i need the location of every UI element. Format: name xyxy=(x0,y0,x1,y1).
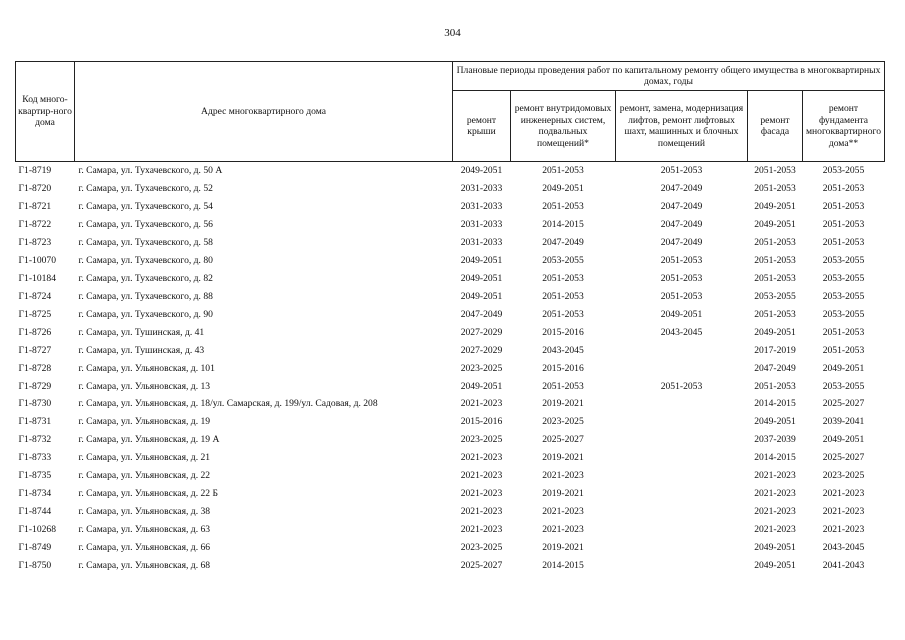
table-row xyxy=(16,234,885,252)
row-engineering: 2051-2053 xyxy=(542,290,584,302)
row-lifts: 2051-2053 xyxy=(660,165,703,177)
row-engineering: 2021-2023 xyxy=(542,470,584,482)
row-lifts xyxy=(616,538,748,556)
header-address: Адрес многоквартирного дома xyxy=(75,62,453,162)
row-address: г. Самара, ул. Ульяновская, д. 38 xyxy=(78,505,211,517)
row-lifts xyxy=(616,556,748,574)
row-code: Г1-8731 xyxy=(18,416,52,428)
table-row xyxy=(16,323,885,341)
row-facade: 2051-2053 xyxy=(754,272,796,284)
row-code: Г1-8722 xyxy=(18,219,52,231)
row-foundation: 2051-2053 xyxy=(822,344,865,356)
row-roof: 2047-2049 xyxy=(460,308,503,320)
table-header xyxy=(16,62,885,162)
row-lifts: 2047-2049 xyxy=(660,237,703,249)
row-roof: 2049-2051 xyxy=(460,255,503,267)
row-facade: 2053-2055 xyxy=(754,290,796,302)
row-address: г. Самара, ул. Ульяновская, д. 19 xyxy=(78,416,211,428)
table-row xyxy=(16,287,885,305)
row-lifts xyxy=(616,503,748,521)
table-row xyxy=(16,270,885,288)
row-facade: 2049-2051 xyxy=(754,559,796,571)
row-engineering: 2051-2053 xyxy=(542,165,584,177)
row-roof: 2023-2025 xyxy=(460,541,503,553)
row-address: г. Самара, ул. Тухачевского, д. 82 xyxy=(78,272,213,284)
row-address: г. Самара, ул. Ульяновская, д. 22 Б xyxy=(78,488,218,500)
table-row xyxy=(16,180,885,198)
row-foundation: 2021-2023 xyxy=(822,488,865,500)
row-facade: 2021-2023 xyxy=(754,470,796,482)
row-facade: 2037-2039 xyxy=(754,434,796,446)
row-code: Г1-8727 xyxy=(18,344,52,356)
row-code: Г1-8719 xyxy=(18,165,52,177)
header-code: Код много-квартир-ного дома xyxy=(16,62,75,162)
row-engineering: 2025-2027 xyxy=(542,434,584,446)
row-facade: 2051-2053 xyxy=(754,380,796,392)
row-code: Г1-8726 xyxy=(18,326,52,338)
row-facade: 2049-2051 xyxy=(754,416,796,428)
row-foundation: 2021-2023 xyxy=(822,505,865,517)
row-lifts: 2051-2053 xyxy=(660,380,703,392)
row-foundation: 2051-2053 xyxy=(822,183,865,195)
row-address: г. Самара, ул. Тушинская, д. 43 xyxy=(78,344,205,356)
row-facade: 2021-2023 xyxy=(754,488,796,500)
table-row xyxy=(16,216,885,234)
row-address: г. Самара, ул. Ульяновская, д. 18/ул. Самарская, д. 199/ул. Садовая, д. 208 xyxy=(78,398,378,410)
table-row xyxy=(16,538,885,556)
row-address: г. Самара, ул. Тухачевского, д. 56 xyxy=(78,219,213,231)
row-code: Г1-8734 xyxy=(18,488,52,500)
row-lifts xyxy=(616,449,748,467)
row-engineering: 2019-2021 xyxy=(542,452,584,464)
row-facade: 2049-2051 xyxy=(754,326,796,338)
row-code: Г1-8735 xyxy=(18,470,52,482)
capital-repair-table xyxy=(15,61,885,574)
header-engineering: ремонт внутридомовых инженерных систем, подвальных помещений* xyxy=(511,91,616,162)
row-facade: 2051-2053 xyxy=(754,308,796,320)
header-roof: ремонт крыши xyxy=(453,91,511,162)
row-roof: 2027-2029 xyxy=(460,344,503,356)
row-address: г. Самара, ул. Ульяновская, д. 63 xyxy=(78,523,211,535)
row-facade: 2049-2051 xyxy=(754,201,796,213)
row-foundation: 2039-2041 xyxy=(822,416,865,428)
row-engineering: 2014-2015 xyxy=(542,219,584,231)
row-foundation: 2041-2043 xyxy=(822,559,865,571)
row-roof: 2049-2051 xyxy=(460,165,503,177)
row-foundation: 2053-2055 xyxy=(822,308,865,320)
row-lifts: 2047-2049 xyxy=(660,219,703,231)
row-foundation: 2051-2053 xyxy=(822,237,865,249)
row-code: Г1-8732 xyxy=(18,434,52,446)
row-engineering: 2015-2016 xyxy=(542,362,584,374)
row-code: Г1-8728 xyxy=(18,362,52,374)
row-address: г. Самара, ул. Тухачевского, д. 54 xyxy=(78,201,213,213)
row-roof: 2021-2023 xyxy=(460,488,503,500)
table-body xyxy=(16,162,885,575)
row-engineering: 2023-2025 xyxy=(542,416,584,428)
row-facade: 2051-2053 xyxy=(754,165,796,177)
page-number: 304 xyxy=(444,27,461,39)
row-lifts xyxy=(616,359,748,377)
header-foundation: ремонт фундамента многоквартирного дома** xyxy=(803,91,885,162)
row-code: Г1-10184 xyxy=(18,272,57,284)
row-engineering: 2053-2055 xyxy=(542,255,584,267)
row-foundation: 2053-2055 xyxy=(822,272,865,284)
row-lifts: 2043-2045 xyxy=(660,326,703,338)
row-engineering: 2021-2023 xyxy=(542,505,584,517)
row-roof: 2031-2033 xyxy=(460,237,503,249)
row-lifts xyxy=(616,413,748,431)
row-roof: 2015-2016 xyxy=(460,416,503,428)
row-engineering: 2043-2045 xyxy=(542,344,584,356)
row-engineering: 2051-2053 xyxy=(542,308,584,320)
table-row xyxy=(16,467,885,485)
row-roof: 2049-2051 xyxy=(460,380,503,392)
row-lifts xyxy=(616,395,748,413)
row-address: г. Самара, ул. Ульяновская, д. 22 xyxy=(78,470,211,482)
row-engineering: 2049-2051 xyxy=(542,183,584,195)
row-facade: 2049-2051 xyxy=(754,541,796,553)
row-facade: 2047-2049 xyxy=(754,362,796,374)
row-facade: 2049-2051 xyxy=(754,219,796,231)
row-roof: 2031-2033 xyxy=(460,183,503,195)
table-row xyxy=(16,413,885,431)
row-foundation: 2053-2055 xyxy=(822,380,865,392)
row-foundation: 2051-2053 xyxy=(822,201,865,213)
row-facade: 2051-2053 xyxy=(754,183,796,195)
row-lifts xyxy=(616,520,748,538)
table-row xyxy=(16,431,885,449)
table-row xyxy=(16,305,885,323)
table-row xyxy=(16,556,885,574)
row-engineering: 2051-2053 xyxy=(542,201,584,213)
row-address: г. Самара, ул. Тухачевского, д. 58 xyxy=(78,237,213,249)
row-address: г. Самара, ул. Тухачевского, д. 90 xyxy=(78,308,213,320)
row-code: Г1-8720 xyxy=(18,183,52,195)
row-roof: 2021-2023 xyxy=(460,505,503,517)
row-code: Г1-10268 xyxy=(18,523,57,535)
row-code: Г1-8725 xyxy=(18,308,52,320)
row-facade: 2021-2023 xyxy=(754,523,796,535)
row-address: г. Самара, ул. Тухачевского, д. 52 xyxy=(78,183,213,195)
row-engineering: 2047-2049 xyxy=(542,237,584,249)
row-lifts xyxy=(616,467,748,485)
row-roof: 2027-2029 xyxy=(460,326,503,338)
row-code: Г1-8744 xyxy=(18,505,52,517)
row-lifts: 2051-2053 xyxy=(660,255,703,267)
header-periods-group: Плановые периоды проведения работ по капитальному ремонту общего имущества в многоквартирных домах, годы xyxy=(453,62,885,91)
row-foundation: 2021-2023 xyxy=(822,523,865,535)
row-code: Г1-8749 xyxy=(18,541,52,553)
row-roof: 2021-2023 xyxy=(460,452,503,464)
row-roof: 2031-2033 xyxy=(460,201,503,213)
table-row xyxy=(16,359,885,377)
row-engineering: 2019-2021 xyxy=(542,398,584,410)
row-lifts xyxy=(616,431,748,449)
row-foundation: 2049-2051 xyxy=(822,362,865,374)
header-facade: ремонт фасада xyxy=(748,91,803,162)
row-address: г. Самара, ул. Ульяновская, д. 68 xyxy=(78,559,211,571)
row-code: Г1-8724 xyxy=(18,290,52,302)
row-roof: 2021-2023 xyxy=(460,398,503,410)
row-address: г. Самара, ул. Ульяновская, д. 21 xyxy=(78,452,211,464)
row-lifts xyxy=(616,341,748,359)
table-row xyxy=(16,503,885,521)
row-foundation: 2053-2055 xyxy=(822,255,865,267)
table-row xyxy=(16,520,885,538)
row-address: г. Самара, ул. Ульяновская, д. 13 xyxy=(78,380,211,392)
table-row xyxy=(16,449,885,467)
row-code: Г1-8721 xyxy=(18,201,52,213)
table-row xyxy=(16,341,885,359)
table-row xyxy=(16,377,885,395)
row-address: г. Самара, ул. Ульяновская, д. 101 xyxy=(78,362,215,374)
row-lifts xyxy=(616,485,748,503)
row-engineering: 2019-2021 xyxy=(542,541,584,553)
row-foundation: 2025-2027 xyxy=(822,398,865,410)
row-code: Г1-8729 xyxy=(18,380,52,392)
row-lifts: 2051-2053 xyxy=(660,290,703,302)
row-roof: 2021-2023 xyxy=(460,523,503,535)
row-address: г. Самара, ул. Ульяновская, д. 19 А xyxy=(78,434,220,446)
row-code: Г1-10070 xyxy=(18,255,57,267)
row-facade: 2014-2015 xyxy=(754,398,796,410)
row-address: г. Самара, ул. Тухачевского, д. 88 xyxy=(78,290,213,302)
row-roof: 2025-2027 xyxy=(460,559,503,571)
row-lifts: 2047-2049 xyxy=(660,183,703,195)
row-lifts: 2051-2053 xyxy=(660,272,703,284)
row-foundation: 2049-2051 xyxy=(822,434,865,446)
table-row xyxy=(16,252,885,270)
row-facade: 2014-2015 xyxy=(754,452,796,464)
row-foundation: 2051-2053 xyxy=(822,219,865,231)
row-roof: 2049-2051 xyxy=(460,290,503,302)
row-foundation: 2053-2055 xyxy=(822,290,865,302)
row-code: Г1-8750 xyxy=(18,559,52,571)
row-foundation: 2051-2053 xyxy=(822,326,865,338)
row-address: г. Самара, ул. Тухачевского, д. 80 xyxy=(78,255,213,267)
row-engineering: 2051-2053 xyxy=(542,380,584,392)
row-address: г. Самара, ул. Ульяновская, д. 66 xyxy=(78,541,211,553)
row-engineering: 2015-2016 xyxy=(542,326,584,338)
row-engineering: 2014-2015 xyxy=(542,559,584,571)
row-code: Г1-8733 xyxy=(18,452,52,464)
row-facade: 2051-2053 xyxy=(754,237,796,249)
row-roof: 2023-2025 xyxy=(460,362,503,374)
row-roof: 2021-2023 xyxy=(460,470,503,482)
row-facade: 2021-2023 xyxy=(754,505,796,517)
header-lifts: ремонт, замена, модернизация лифтов, ремонт лифтовых шахт, машинных и блочных помещений xyxy=(616,91,748,162)
row-foundation: 2025-2027 xyxy=(822,452,865,464)
row-address: г. Самара, ул. Тушинская, д. 41 xyxy=(78,326,205,338)
row-facade: 2051-2053 xyxy=(754,255,796,267)
row-facade: 2017-2019 xyxy=(754,344,796,356)
row-roof: 2049-2051 xyxy=(460,272,503,284)
row-foundation: 2053-2055 xyxy=(822,165,865,177)
row-code: Г1-8730 xyxy=(18,398,52,410)
row-engineering: 2051-2053 xyxy=(542,272,584,284)
row-code: Г1-8723 xyxy=(18,237,52,249)
row-roof: 2023-2025 xyxy=(460,434,503,446)
table-row xyxy=(16,198,885,216)
row-lifts: 2049-2051 xyxy=(660,308,703,320)
row-foundation: 2023-2025 xyxy=(822,470,865,482)
table-row xyxy=(16,485,885,503)
row-address: г. Самара, ул. Тухачевского, д. 50 А xyxy=(78,165,223,177)
row-lifts: 2047-2049 xyxy=(660,201,703,213)
table-row xyxy=(16,395,885,413)
row-engineering: 2019-2021 xyxy=(542,488,584,500)
table-row xyxy=(16,162,885,180)
row-foundation: 2043-2045 xyxy=(822,541,865,553)
row-engineering: 2021-2023 xyxy=(542,523,584,535)
row-roof: 2031-2033 xyxy=(460,219,503,231)
